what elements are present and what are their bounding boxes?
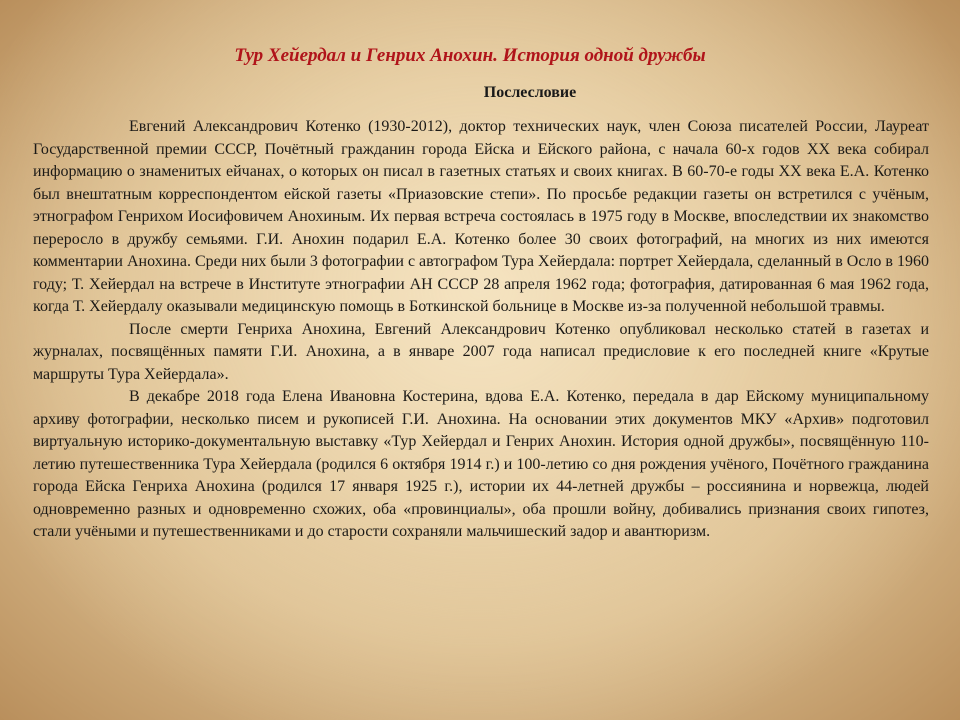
body-text <box>33 116 929 544</box>
slide-title: Тур Хейердал и Генрих Анохин. История одной дружбы <box>234 45 706 66</box>
paragraph-2: После смерти Генриха Анохина, Евгений Александрович Котенко опубликовал несколько статей в газетах и журналах, посвящённых памяти Г.И. Анохина, а в январе 2007 года написал предисловие к его последней книге «Крутые маршруты Тура Хейердала». <box>33 320 929 383</box>
paragraph-1: Евгений Александрович Котенко (1930-2012), доктор технических наук, член Союза писателей России, Лауреат Государственной премии СССР, Почётный гражданин города Ейска и Ейского района, с начала 60-х годов XX века собирал информацию о знаменитых ейчанах, о которых он писал в газетных статьях и своих книгах. В 60-70-е годы XX века Е.А. Котенко был внештатным корреспондентом ейской газеты «Приазовские степи». По просьбе редакции газеты он встретился с учёным, этнографом Генрихом Иосифовичем Анохиным. Их первая встреча состоялась в 1975 году в Москве, впоследствии их знакомство переросло в дружбу семьями. Г.И. Анохин подарил Е.А. Котенко более 30 своих фотографий, на многих из них имеются комментарии Анохина. Среди них были 3 фотографии с автографом Тура Хейердала: портрет Хейердала, сделанный в Осло в 1960 году; Т. Хейердал на встрече в Институте этнографии АН СССР 28 апреля 1962 года; фотография, датированная 6 мая 1962 года, когда Т. Хейердалу оказывали медицинскую помощь в Боткинской больнице в Москве из-за полученной небольшой травмы. <box>33 118 929 315</box>
paragraph-3: В декабре 2018 года Елена Ивановна Костерина, вдова Е.А. Котенко, передала в дар Ейскому муниципальному архиву фотографии, несколько писем и рукописей Г.И. Анохина. На основании этих документов МКУ «Архив» подготовил виртуальную историко-документальную выставку «Тур Хейердал и Генрих Анохин. История одной дружбы», посвящённую 110-летию путешественника Тура Хейердала (родился 6 октября 1914 г.) и 100-летию со дня рождения учёного, Почётного гражданина города Ейска Генриха Анохина (родился 17 января 1925 г.), истории их 44-летней дружбы – россиянина и норвежца, людей одновременно разных и одновременно схожих, оба «провинциалы», оба прошли войну, добивались признания своих гипотез, стали учёными и путешественниками и до старости сохраняли мальчишеский задор и авантюризм. <box>33 388 929 540</box>
section-heading: Послесловие <box>483 84 577 101</box>
